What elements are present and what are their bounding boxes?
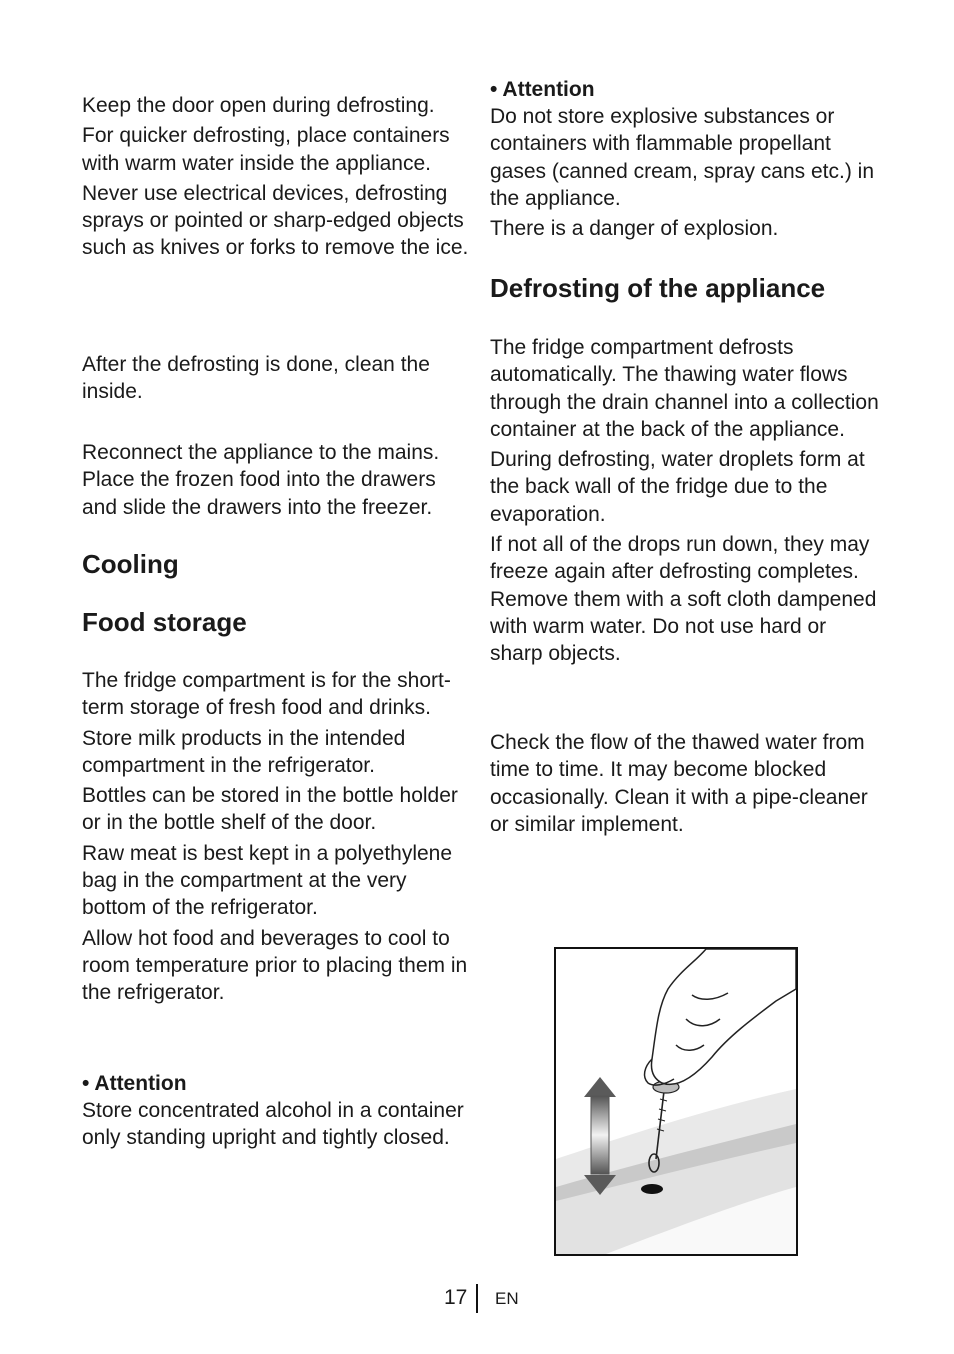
paragraph: For quicker defrosting, place containers with warm water inside the appliance. [82,124,450,175]
paragraph: The fridge compartment is for the short-term storage of fresh food and drinks. [82,669,451,720]
danger-text: There is a danger of explosion. [490,217,779,241]
paragraph: Never use electrical devices, defrosting sprays or pointed or sharp-edged objects such as knives or forks to remove the ice. [82,181,469,260]
paragraph: Raw meat is best kept in a polyethylene bag in the compartment at the very bottom of the refrigerator. [82,841,453,920]
heading-cooling: Cooling [82,549,179,579]
paragraph: If not all of the drops run down, they may freeze again after defrosting completes. Remove them with a soft cloth dampened with warm water. Do not use hard or sharp objects. [490,533,877,666]
illustration-svg [556,949,796,1254]
paragraph: Bottles can be stored in the bottle holder or in the bottle shelf of the door. [82,784,458,835]
heading-food-storage: Food storage [82,607,247,637]
page-footer [0,1284,954,1314]
paragraph: Allow hot food and beverages to cool to room temperature prior to placing them in the refrigerator. [82,926,468,1005]
reconnect-block [82,439,472,521]
attention-text: Store concentrated alcohol in a container only standing upright and tightly closed. [82,1099,464,1150]
language-code: EN [495,1289,519,1308]
heading-defrosting: Defrosting of the appliance [490,273,826,303]
attention-explosive [490,76,882,242]
attention-label: • Attention [82,1072,187,1095]
paragraph: The fridge compartment defrosts automatically. The thawing water flows through the drain channel into a collection container at the back of the appliance. [490,336,879,441]
drain-hole [641,1184,663,1194]
check-flow-block [490,729,882,838]
hand-illustration [645,949,796,1085]
paragraph: Reconnect the appliance to the mains. Place the frozen food into the drawers and slide the drawers into the freezer. [82,441,440,519]
defrost-instructions [82,92,472,262]
paragraph: During defrosting, water droplets form at the back wall of the fridge due to the evaporation. [490,448,865,526]
paragraph: Check the flow of the thawed water from time to time. It may become blocked occasionally. Clean it with a pipe-cleaner or similar implement. [490,731,868,836]
defrosting-block [490,334,882,668]
page-number: 17 [444,1286,468,1309]
paragraph: Keep the door open during defrosting. [82,94,435,117]
paragraph: Store milk products in the intended compartment in the refrigerator. [82,726,406,777]
footer-divider [476,1284,478,1313]
attention-label: • Attention [490,78,595,101]
clean-inside-block [82,351,472,406]
attention-text: Do not store explosive substances or containers with flammable propellant gases (canned cream, spray cans etc.) in the appliance. [490,105,875,210]
drain-cleaning-illustration [554,947,798,1256]
attention-alcohol [82,1070,472,1152]
paragraph: After the defrosting is done, clean the inside. [82,353,430,404]
food-storage-block [82,667,472,1007]
up-down-arrow-icon [584,1077,616,1195]
